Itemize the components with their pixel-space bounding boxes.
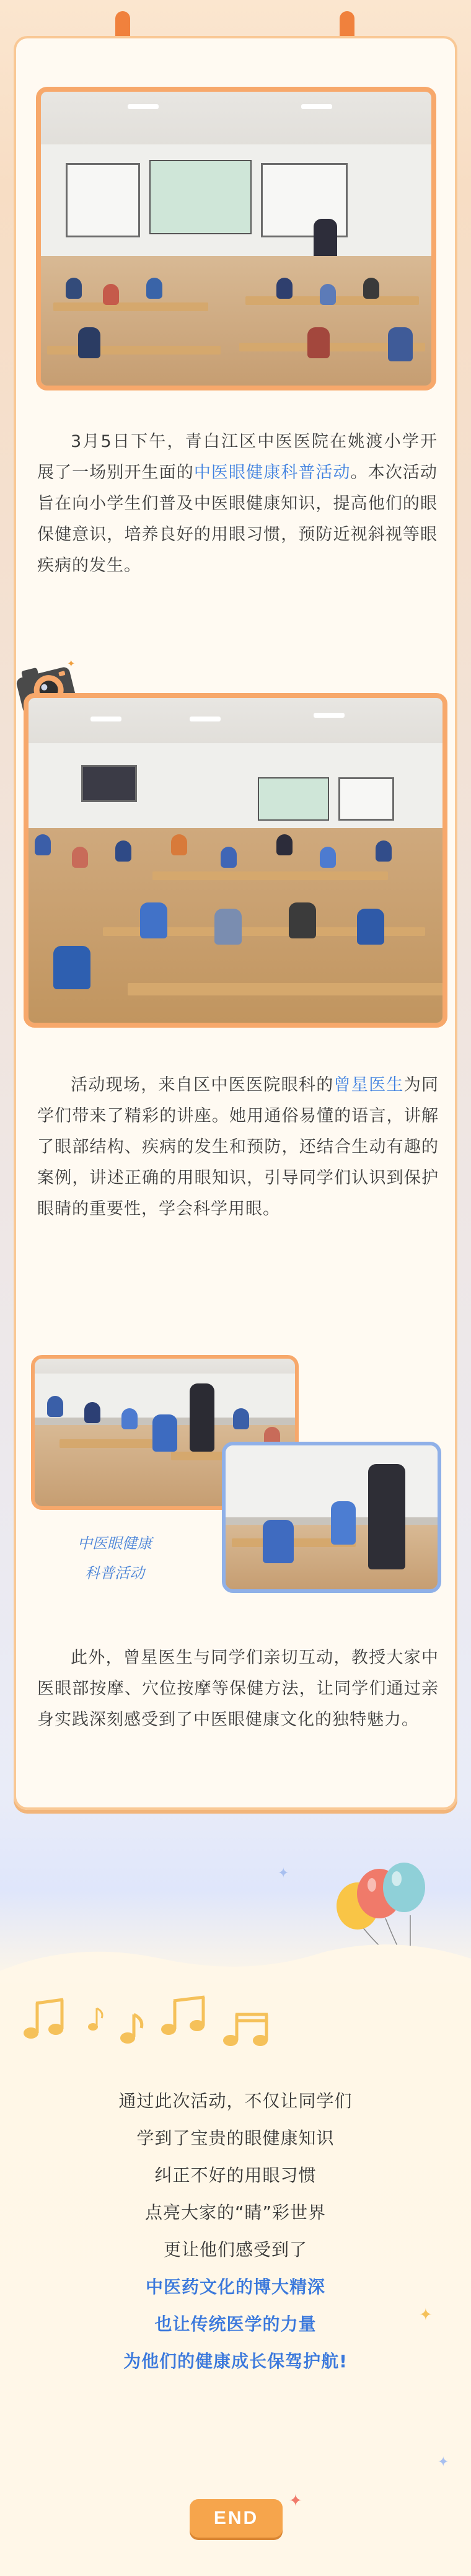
closing-line-3: 纠正不好的用眼习惯 — [154, 2165, 317, 2186]
closing-line-2: 学到了宝贵的眼健康知识 — [136, 2128, 335, 2148]
photo-caption — [37, 1528, 192, 1588]
music-notes-icon — [17, 1990, 290, 2058]
intro-highlight: 中医眼健康科普活动 — [193, 463, 351, 482]
intro-paragraph — [37, 426, 438, 581]
photo-massage-demonstration — [222, 1442, 441, 1593]
caption-line-1: 中医眼健康 — [77, 1535, 152, 1552]
closing-line-4: 点亮大家的“睛”彩世界 — [144, 2202, 326, 2223]
caption-line-2: 科普活动 — [85, 1564, 144, 1582]
scene-text-a: 活动现场，来自区中医医院眼科的 — [71, 1075, 334, 1095]
scene-text-b: 为同学们带来了精彩的讲座。她用通俗易懂的语言，讲解了眼部结构、疾病的发生和预防，还结合生动有趣的案例，讲述正确的用眼知识，引导同学们认识到保护眼睛的重要性，学会科学用眼。 — [37, 1075, 439, 1219]
end-button[interactable]: END — [190, 2499, 283, 2538]
intro-text-b: 。本次活动旨在向小学生们普及中医眼健康知识，提高他们的眼保健意识，培养良好的用眼习惯，预防近视斜视等眼疾病的发生。 — [37, 463, 438, 575]
closing-line-5: 更让他们感受到了 — [163, 2239, 307, 2260]
intro-text-a: 3月5日下午，青白江区中医医院在姚渡小学开展了一场别开生面的 — [37, 432, 438, 482]
star-icon: ✦ — [289, 2492, 302, 2510]
closing-blue-line-2: 也让传统医学的力量 — [154, 2314, 317, 2334]
cloud-divider — [0, 1934, 471, 1983]
closing-blue-line-3: 为他们的健康成长保驾护航! — [123, 2351, 348, 2371]
photo-students-raising-hands — [24, 693, 447, 1028]
sparkle-icon: ✦ — [278, 1866, 289, 1881]
star-icon: ✦ — [419, 2306, 433, 2324]
closing-message — [0, 2083, 471, 2380]
scene-paragraph — [37, 1070, 439, 1225]
sparkle-icon: ✦ — [438, 2455, 449, 2470]
closing-blue-line-1: 中医药文化的博大精深 — [145, 2277, 325, 2297]
interaction-paragraph: 此外，曾星医生与同学们亲切互动，教授大家中医眼部按摩、穴位按摩等保健方法，让同学们通过亲身实践深刻感受到了中医眼健康文化的独特魅力。 — [37, 1648, 439, 1729]
closing-line-1: 通过此次活动，不仅让同学们 — [118, 2091, 353, 2111]
svg-text:✦: ✦ — [67, 658, 76, 669]
scene-highlight: 曾星医生 — [333, 1075, 404, 1095]
photo-classroom-lecture — [36, 87, 436, 390]
